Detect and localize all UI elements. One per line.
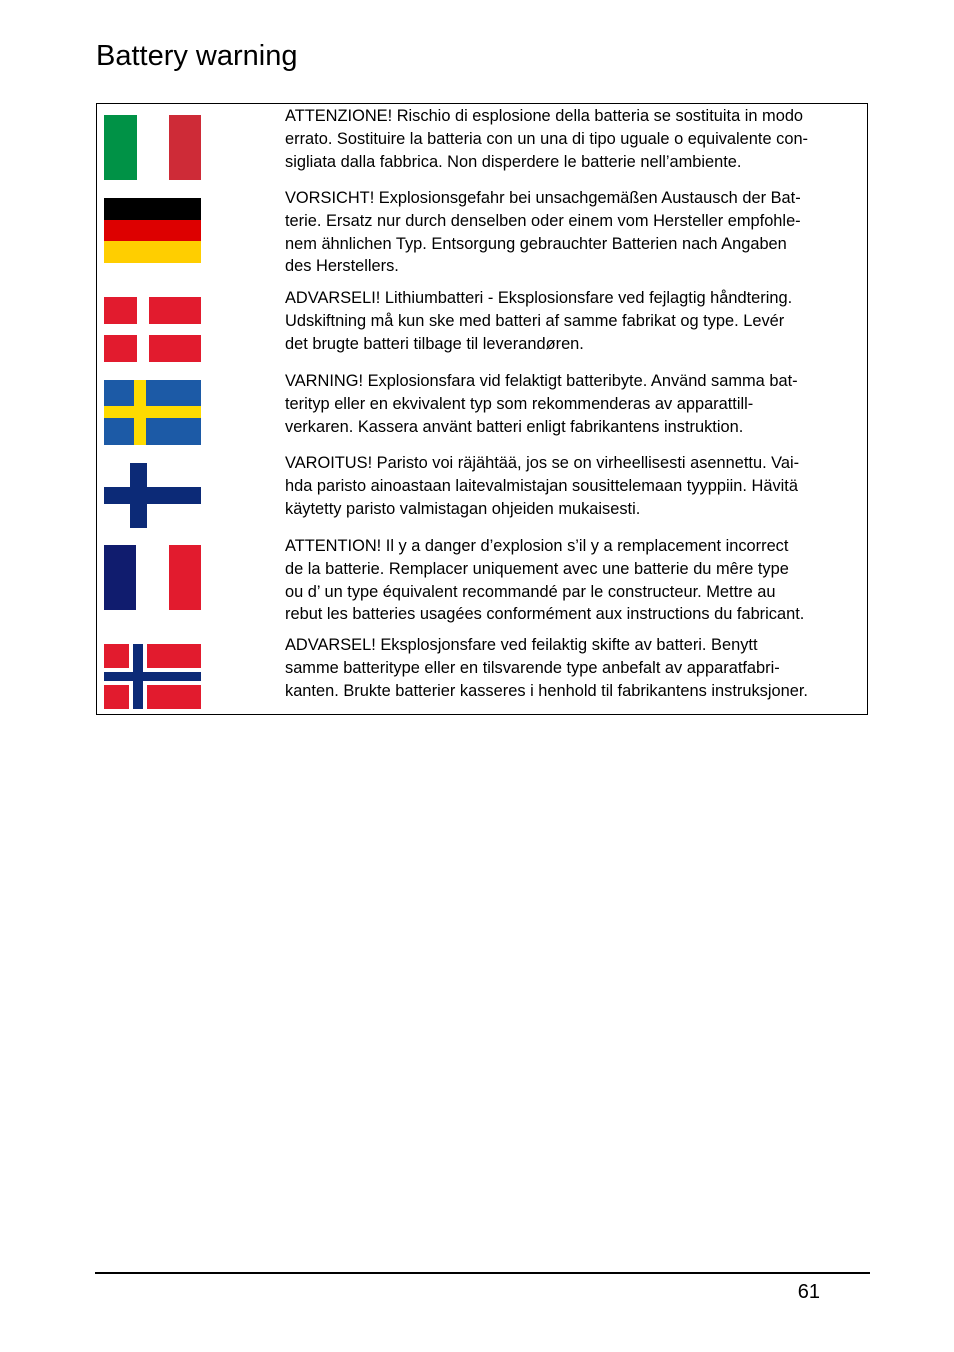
- warning-line: ADVARSELI! Lithiumbatteri - Eksplosionsfare ved fejlagtig håndtering.: [285, 289, 793, 307]
- warning-line: sigliata dalla fabbrica. Non disperdere le batterie nell’ambiente.: [285, 152, 742, 171]
- warning-line: terie. Ersatz nur durch denselben oder einem vom Hersteller empfohle-: [285, 211, 801, 230]
- warning-line: VORSICHT! Explosionsgefahr bei unsachgemäßen Austausch der Bat-: [285, 189, 801, 207]
- warning-line: ADVARSEL! Eksplosjonsfare ved feilaktig skifte av batteri. Benytt: [285, 636, 758, 654]
- warning-line: nem ähnlichen Typ. Entsorgung gebrauchter Batterien nach Angaben: [285, 234, 787, 253]
- warning-line: ATTENZIONE! Rischio di esplosione della batteria se sostituita in modo: [285, 107, 804, 125]
- warning-swedish: [285, 370, 863, 438]
- finland-flag-icon: [104, 463, 201, 528]
- page-title: Battery warning: [96, 40, 298, 72]
- warning-line: VAROITUS! Paristo voi räjähtää, jos se on virheellisesti asennettu. Vai-: [285, 454, 800, 472]
- warning-line: Udskiftning må kun ske med batteri af samme fabrikat og type. Levér: [285, 311, 785, 330]
- italy-flag-icon: [104, 115, 201, 180]
- warning-italian: [285, 105, 863, 173]
- norway-flag-icon: [104, 644, 201, 709]
- warning-german: [285, 187, 863, 278]
- warning-line: ou d’ un type équivalent recommandé par le constructeur. Mettre au: [285, 582, 776, 601]
- warning-danish: [285, 287, 863, 355]
- warning-line: verkaren. Kassera använt batteri enligt fabrikantens instruktion.: [285, 417, 744, 436]
- page-number: 61: [797, 1281, 820, 1303]
- france-flag-icon: [104, 545, 201, 610]
- warning-line: ATTENTION! Il y a danger d’explosion s’il y a remplacement incorrect: [285, 537, 789, 555]
- denmark-flag-icon: [104, 297, 201, 362]
- warning-line: kanten. Brukte batterier kasseres i henhold til fabrikantens instruksjoner.: [285, 681, 808, 700]
- battery-warning-box: [96, 103, 868, 715]
- warning-finnish: [285, 452, 863, 520]
- warning-norwegian: [285, 634, 863, 702]
- warning-line: errato. Sostituire la batteria con un una di tipo uguale o equivalente con-: [285, 129, 809, 148]
- warning-line: VARNING! Explosionsfara vid felaktigt batteribyte. Använd samma bat-: [285, 372, 798, 390]
- footer-divider: [95, 1272, 870, 1274]
- warning-line: de la batterie. Remplacer uniquement avec une batterie du mêre type: [285, 559, 789, 578]
- germany-flag-icon: [104, 198, 201, 263]
- warning-line: samme batteritype eller en tilsvarende type anbefalt av apparatfabri-: [285, 658, 780, 677]
- warning-line: rebut les batteries usagées conformément aux instructions du fabricant.: [285, 605, 805, 624]
- warning-french: [285, 535, 863, 626]
- warning-line: des Herstellers.: [285, 257, 399, 276]
- warning-line: käytetty paristo valmistagan ohjeiden mukaisesti.: [285, 499, 641, 518]
- warning-line: hda paristo ainoastaan laitevalmistajan sousittelemaan tyyppiin. Hävitä: [285, 476, 798, 495]
- warning-line: terityp eller en ekvivalent typ som rekommenderas av apparattill-: [285, 394, 754, 413]
- sweden-flag-icon: [104, 380, 201, 445]
- warning-line: det brugte batteri tilbage til leverandøren.: [285, 334, 584, 353]
